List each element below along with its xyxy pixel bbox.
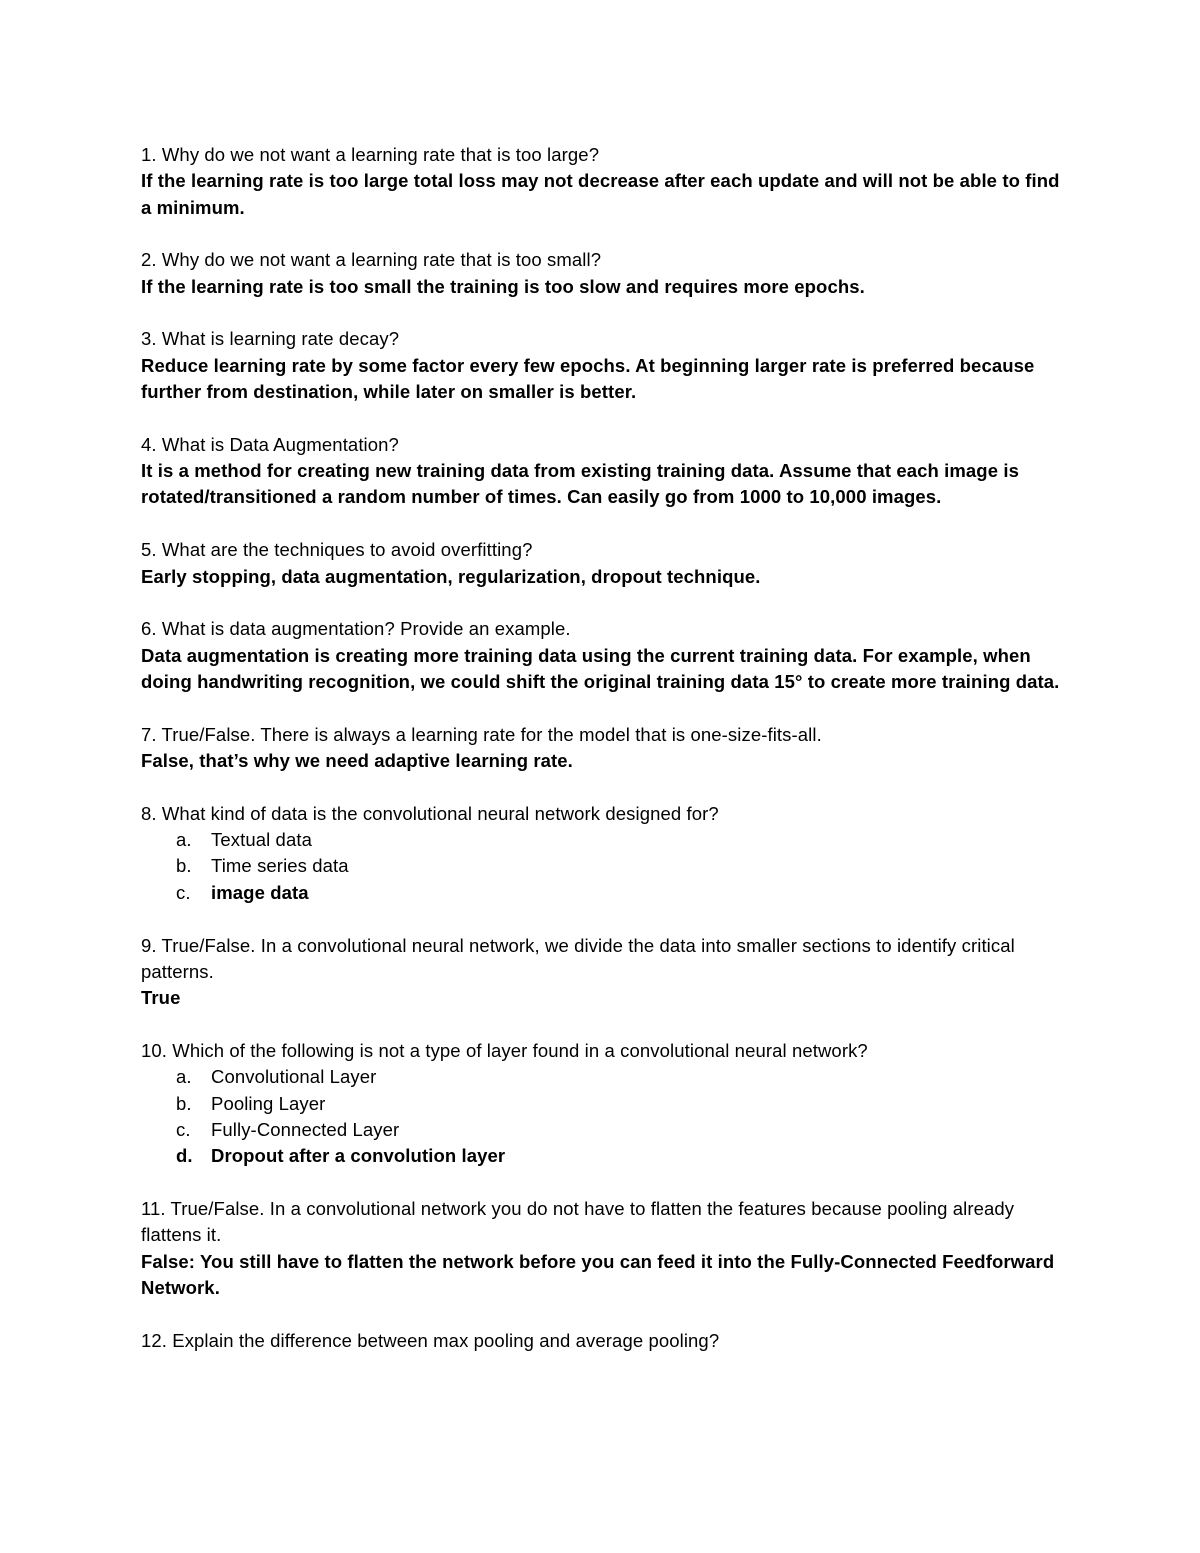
question-text: 11. True/False. In a convolutional network you do not have to flatten the features because pooling already flattens it.	[141, 1197, 1015, 1246]
option-text: Textual data	[211, 829, 312, 851]
question-text: 8. What kind of data is the convolutional neural network designed for?	[141, 802, 719, 824]
qa-item-10	[141, 1038, 1061, 1169]
option-item	[141, 1064, 1061, 1090]
answer-text: Data augmentation is creating more training data using the current training data. For example, when doing handwriting recognition, we could shift the original training data 15° to create more training data.	[141, 644, 1060, 692]
option-item	[141, 1091, 1061, 1117]
qa-item-3	[141, 326, 1061, 405]
option-list	[141, 1064, 1061, 1169]
answer-text: If the learning rate is too small the training is too slow and requires more epochs.	[141, 275, 865, 297]
option-text: image data	[211, 881, 309, 903]
option-text: Dropout after a convolution layer	[211, 1145, 506, 1167]
qa-item-7	[141, 722, 1061, 775]
qa-item-8	[141, 801, 1061, 906]
question-text: 10. Which of the following is not a type of layer found in a convolutional neural network?	[141, 1039, 868, 1061]
question-text: 7. True/False. There is always a learning rate for the model that is one-size-fits-all.	[141, 723, 822, 745]
option-item-correct	[141, 1143, 1061, 1169]
option-list	[141, 827, 1061, 906]
answer-text: Early stopping, data augmentation, regularization, dropout technique.	[141, 565, 761, 587]
question-text: 1. Why do we not want a learning rate that is too large?	[141, 144, 600, 165]
option-text: Convolutional Layer	[211, 1066, 377, 1088]
qa-item-11	[141, 1196, 1061, 1301]
qa-item-1	[141, 142, 1061, 221]
option-letter: c.	[176, 881, 191, 903]
option-item-correct	[141, 880, 1061, 906]
option-letter: d.	[176, 1145, 193, 1167]
qa-item-2	[141, 247, 1061, 300]
answer-text: If the learning rate is too large total loss may not decrease after each update and will not be able to find a minimum.	[141, 170, 1060, 218]
option-letter: a.	[176, 1066, 192, 1088]
option-item	[141, 853, 1061, 879]
question-text: 5. What are the techniques to avoid overfitting?	[141, 539, 533, 561]
answer-text: Reduce learning rate by some factor every few epochs. At beginning larger rate is preferred because further from destination, while later on smaller is better.	[141, 354, 1035, 403]
option-text: Time series data	[211, 855, 349, 877]
option-letter: c.	[176, 1118, 191, 1140]
qa-item-4	[141, 432, 1061, 511]
option-item	[141, 827, 1061, 853]
option-letter: b.	[176, 855, 192, 877]
qa-item-9	[141, 933, 1061, 1012]
question-text: 4. What is Data Augmentation?	[141, 433, 399, 455]
question-text: 2. Why do we not want a learning rate that is too small?	[141, 249, 602, 271]
qa-item-12	[141, 1328, 1061, 1354]
question-text: 3. What is learning rate decay?	[141, 328, 400, 350]
answer-text: It is a method for creating new training data from existing training data. Assume that each image is rotated/transitioned a random number of times. Can easily go from 1000 to 10,000 images.	[141, 460, 1019, 508]
option-letter: b.	[176, 1092, 192, 1114]
answer-text: False: You still have to flatten the network before you can feed it into the Fully-Connected Feedforward Network.	[141, 1250, 1055, 1298]
option-text: Pooling Layer	[211, 1092, 326, 1114]
answer-text: False, that’s why we need adaptive learning rate.	[141, 750, 573, 772]
option-item	[141, 1117, 1061, 1143]
answer-text: True	[141, 987, 181, 1009]
question-text: 12. Explain the difference between max pooling and average pooling?	[141, 1329, 720, 1351]
question-list	[141, 142, 1061, 1380]
question-text: 9. True/False. In a convolutional neural network, we divide the data into smaller sections to identify critical patterns.	[141, 934, 1015, 982]
question-text: 6. What is data augmentation? Provide an example.	[141, 618, 571, 640]
option-text: Fully-Connected Layer	[211, 1118, 400, 1140]
option-letter: a.	[176, 829, 192, 851]
qa-item-5	[141, 537, 1061, 590]
qa-item-6	[141, 616, 1061, 695]
